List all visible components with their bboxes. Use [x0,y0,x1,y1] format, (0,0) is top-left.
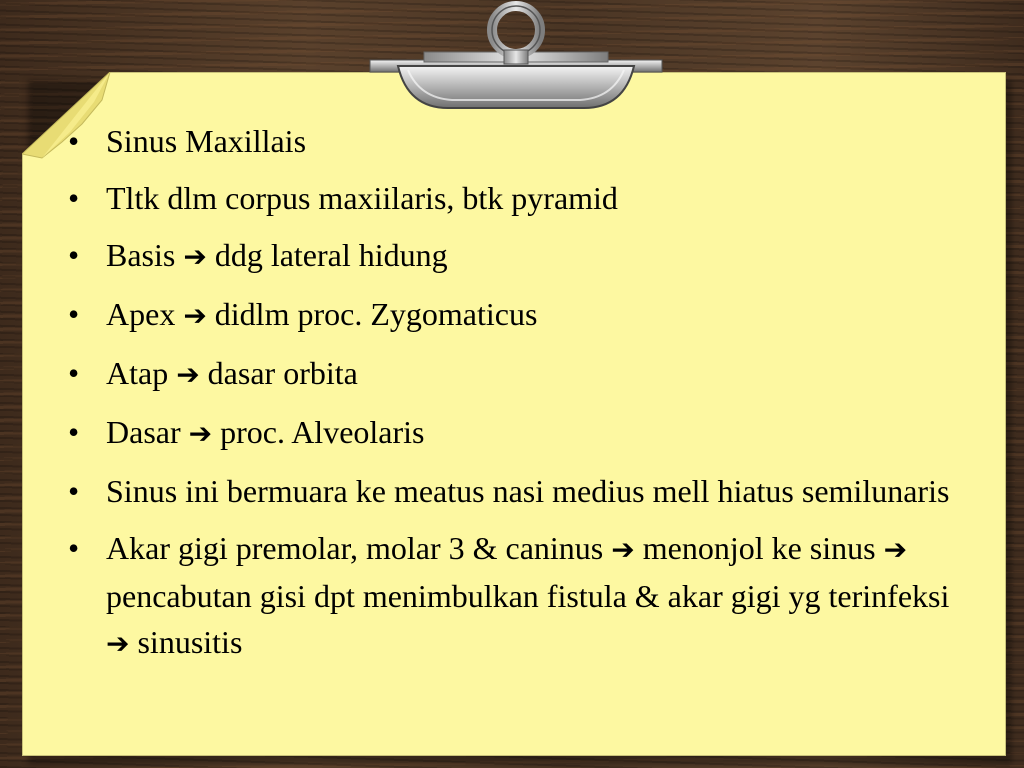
bullet-item [62,118,962,164]
bullet-text: pencabutan gisi dpt menimbulkan fistula & akar gigi yg terinfeksi [106,578,950,614]
right-arrow-icon: ➔ [183,299,207,332]
bullet-text: Sinus ini bermuara ke meatus nasi medius mell hiatus semilunaris [106,473,950,509]
bullet-text: menonjol ke sinus [642,530,884,566]
bullet-item [62,409,962,457]
bullet-text: Atap [106,355,177,391]
bullet-dot: • [68,237,80,273]
bullet-dot: • [68,123,80,159]
bullet-text: Basis [106,237,184,273]
bullet-item [62,525,962,667]
bullet-text: dasar orbita [207,355,358,391]
bullet-text: sinusitis [137,624,243,660]
right-arrow-icon: ➔ [883,533,908,566]
bullet-item [62,232,962,280]
right-arrow-icon: ➔ [188,417,213,450]
bullet-dot: • [68,180,80,216]
bullet-text: proc. Alveolaris [220,414,425,450]
bullet-dot: • [68,414,80,450]
bullet-text: ddg lateral hidung [214,237,448,273]
right-arrow-icon: ➔ [611,533,635,566]
bullet-item [62,350,962,398]
bullet-item [62,468,962,514]
bullet-dot: • [68,296,80,332]
bullet-text: Tltk dlm corpus maxiilaris, btk pyramid [106,180,618,216]
bullet-text: Dasar [106,414,189,450]
bullet-dot: • [68,473,80,509]
bullet-text: didlm proc. Zygomaticus [214,296,538,332]
bullet-item [62,291,962,339]
right-arrow-icon: ➔ [176,358,200,391]
bullet-list [62,118,962,678]
bullet-dot: • [68,355,80,391]
bullet-dot: • [68,530,80,566]
right-arrow-icon: ➔ [106,627,130,660]
paper-clip-icon [368,0,664,112]
bullet-text: Sinus Maxillais [106,123,307,159]
bullet-text: Apex [106,296,184,332]
bullet-text: Akar gigi premolar, molar 3 & caninus [106,530,612,566]
right-arrow-icon: ➔ [183,240,207,273]
bullet-item [62,175,962,221]
